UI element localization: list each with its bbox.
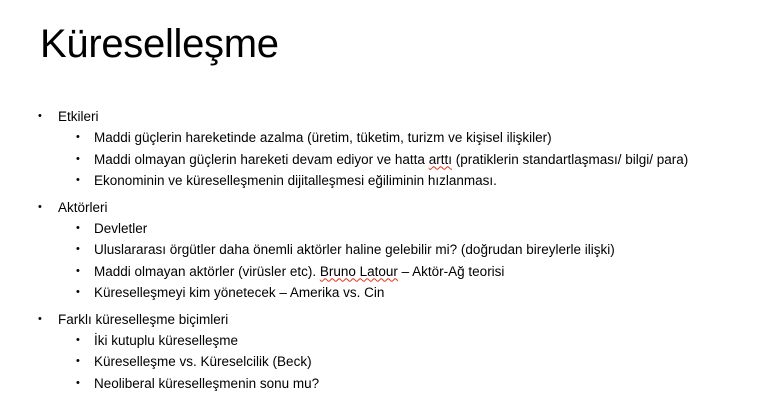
item-text: [94, 149, 688, 171]
bullet-icon: •: [38, 110, 42, 122]
item-text: Ekonominin ve küreselleşmenin dijitalleşmesi eğiliminin hızlanması.: [94, 173, 497, 188]
bullet-icon: •: [76, 264, 80, 277]
item-text: Küreselleşme vs. Küreselcilik (Beck): [94, 354, 312, 369]
section-heading: Farklı küreselleşme biçimleri: [58, 311, 229, 327]
section-aktorleri: [0, 197, 763, 304]
level1-item: [0, 106, 763, 127]
level2-item: [0, 261, 763, 283]
bullet-icon: •: [76, 355, 80, 367]
item-text: Maddi güçlerin hareketinde azalma (üretim, tüketim, turizm ve kişisel ilişkiler): [94, 130, 552, 145]
level2-item: [0, 170, 763, 192]
level2-item: [0, 330, 763, 352]
bullet-icon: •: [76, 152, 80, 165]
bullet-list: [0, 106, 763, 394]
bullet-icon: •: [38, 312, 42, 325]
bullet-icon: •: [76, 174, 80, 186]
item-text: Devletler: [94, 220, 148, 236]
bullet-icon: •: [38, 200, 42, 213]
section-heading: Etkileri: [58, 109, 99, 124]
level2-item: [0, 373, 763, 395]
bullet-icon: •: [76, 286, 80, 298]
bullet-icon: •: [76, 221, 80, 234]
level2-item: [0, 127, 763, 149]
item-text-part: Maddi olmayan güçlerin hareketi devam ediyor ve hatta: [94, 151, 429, 167]
item-text: Küreselleşmeyi kim yönetecek – Amerika vs. Cin: [94, 285, 385, 300]
level2-item: [0, 218, 763, 240]
level2-item: [0, 351, 763, 373]
item-text: Neoliberal küreselleşmenin sonu mu?: [94, 375, 320, 391]
slide-title: Küreselleşme: [40, 22, 279, 66]
item-text: [94, 261, 504, 283]
section-farkli-bicimler: [0, 309, 763, 395]
item-text: İki kutuplu küreselleşme: [94, 332, 239, 348]
item-text: Uluslararası örgütler daha önemli aktörler haline gelebilir mi? (doğrudan bireylerle ilişki): [94, 242, 615, 257]
bullet-icon: •: [76, 243, 80, 255]
spellcheck-flagged-word: Bruno Latour: [319, 263, 398, 279]
item-text-part: (pratiklerin standartlaşması/ bilgi/ para): [451, 151, 689, 167]
spellcheck-flagged-word: arttı: [428, 151, 452, 167]
level1-item: [0, 197, 763, 218]
bullet-icon: •: [76, 333, 80, 346]
level1-item: [0, 309, 763, 330]
bullet-icon: •: [76, 376, 80, 389]
item-text-part: – Aktör-Ağ teorisi: [397, 263, 505, 279]
level2-item: [0, 282, 763, 304]
bullet-icon: •: [76, 131, 80, 143]
item-text-part: Maddi olmayan aktörler (virüsler etc).: [94, 263, 320, 279]
level2-item: [0, 239, 763, 261]
section-heading: Aktörleri: [58, 199, 108, 215]
level2-item: [0, 149, 763, 171]
section-etkileri: [0, 106, 763, 192]
